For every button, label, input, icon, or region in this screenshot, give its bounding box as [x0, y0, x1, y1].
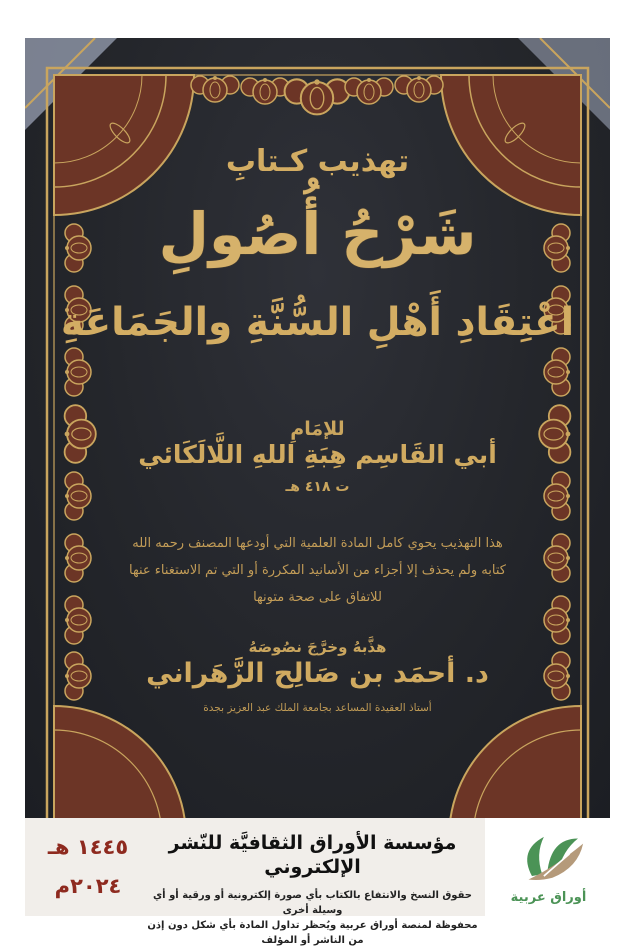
hijri-year: ١٤٤٥ هـ — [47, 835, 129, 859]
editor-affiliation: أستاذ العقيدة المساعد بجامعة الملك عبد العزيز بجدة — [203, 702, 432, 714]
rights-line-1: حقوق النسخ والانتفاع بالكتاب بأي صورة إلكترونية أو ورقية أو أي وسيلة أخرى — [153, 890, 472, 916]
book-title-main: شَرْحُ أُصُولِ — [158, 200, 477, 268]
author-label: للإمَامِ — [290, 418, 345, 440]
author-death-date: ت ٤١٨ هـ — [285, 479, 350, 495]
awraq-logo-icon — [506, 830, 592, 888]
edition-years — [33, 828, 143, 906]
book-title-sub: اعْتِقَادِ أَهْلِ السُّنَّةِ والجَمَاعَةِ — [60, 300, 575, 345]
blurb-line-3: للاتفاق على صحة متونها — [253, 590, 382, 605]
blurb-line-2: كتابه ولم يحذف إلا أجزاء من الأسانيد المكررة أو التي تم الاستغناء عنها — [129, 563, 506, 578]
publisher-name: مؤسسة الأوراق الثقافيَّة للنّشر الإلكتروني — [168, 832, 457, 878]
editor-heading: هذَّبهُ وخرَّجَ نصُوصَهُ — [248, 638, 387, 656]
epigraph-text: تهذيب كـتابِ — [225, 144, 410, 179]
gregorian-year: ٢٠٢٤م — [54, 874, 122, 898]
author-name: أبي القَاسِم هِبَةِ اللهِ اللَّالَكَائي — [138, 440, 497, 469]
blurb-line-1: هذا التهذيب يحوي كامل المادة العلمية التي أودعها المصنف رحمه الله — [132, 536, 503, 551]
publisher-logo — [485, 818, 612, 916]
cover-blurb — [25, 530, 610, 611]
publisher-footer — [25, 818, 610, 946]
editor-name: د. أحمَد بن صَالِح الزَّهَراني — [146, 658, 489, 689]
logo-wordmark: أوراق عربية — [510, 889, 587, 905]
publisher-info — [147, 831, 478, 948]
rights-line-2: محفوظة لمنصة أوراق عربية ويُحظر تداول المادة بأي شكل دون إذن من الناشر أو المؤلف — [147, 920, 478, 946]
book-cover — [25, 38, 610, 818]
copyright-notice — [147, 888, 478, 948]
